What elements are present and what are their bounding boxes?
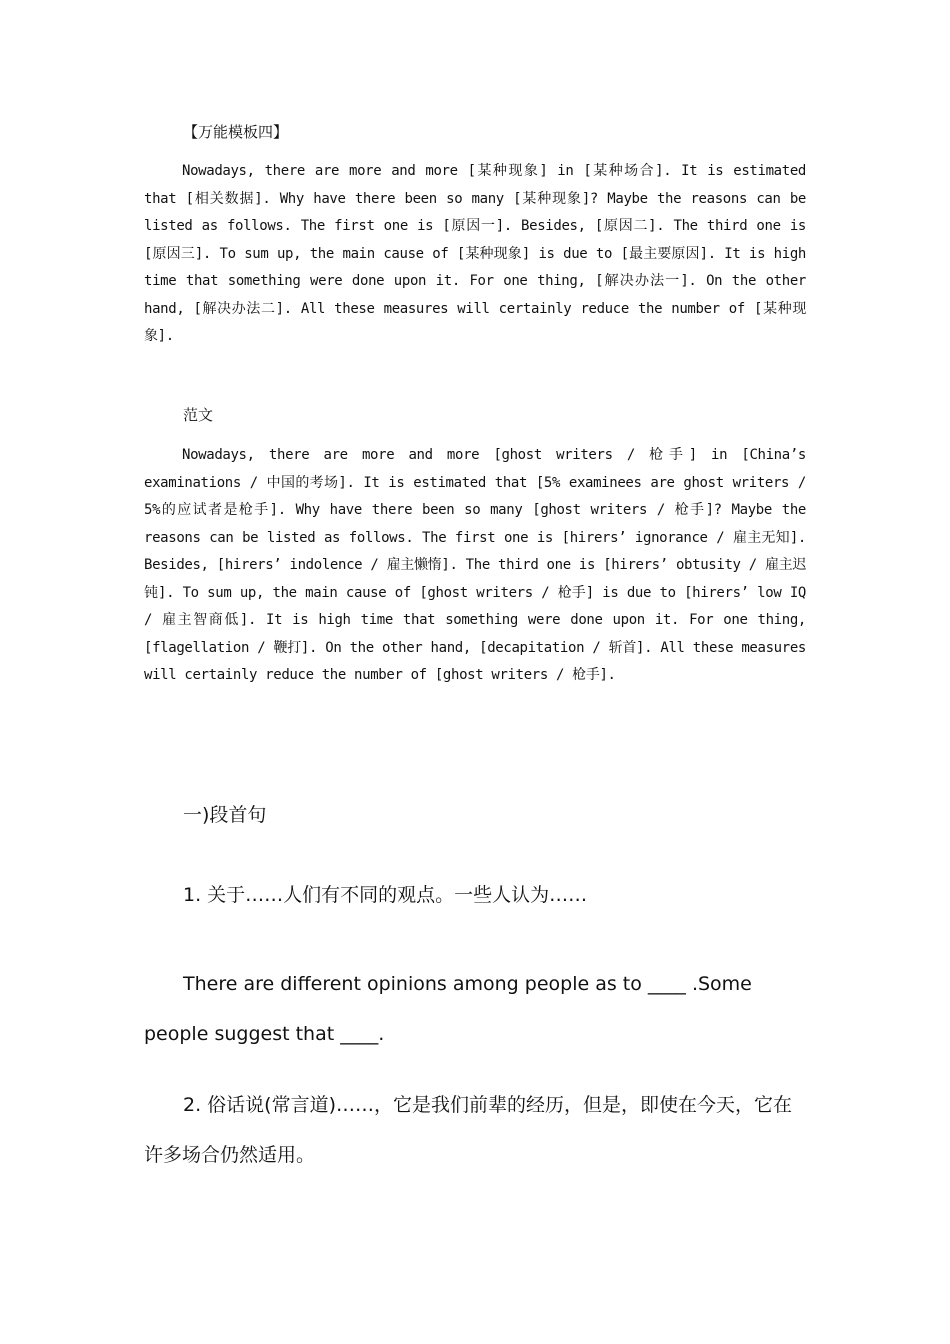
item-1-english: There are different opinions among people as to ____ .Some people suggest that ____. [144,973,752,1045]
item-1-chinese: 1. 关于……人们有不同的观点。一些人认为…… [183,884,588,906]
sample-essay-paragraph: Nowadays, there are more and more [ghost writers / 枪手] in [China’s examinations / 中国的考场]. It is estimated that [5% examinees are ghost writers / 5%的应试者是枪手]. Why have there been so many [ghost writers / 枪手]? Maybe the reasons can be listed as follows. The first one is [hirers’ ignorance / 雇主无知]. Besides, [hirers’ indolence / 雇主懒惰]. The third one is [hirers’ obtusity / 雇主迟钝]. To sum up, the main cause of [ghost writers / 枪手] is due to [hirers’ low IQ / 雇主智商低]. It is high time that something were done upon it. For one thing, [flagellation / 鞭打]. On the other hand, [decapitation / 斩首]. All these measures will certainly reduce the number of [ghost writers / 枪手]. [144,447,806,683]
template-paragraph: Nowadays, there are more and more [某种现象] in [某种场合]. It is estimated that [相关数据]. Why have there been so many [某种现象]? Maybe the reasons can be listed as follows. The first one is [原因一]. Besides, [原因二]. The third one is [原因三]. To sum up, the main cause of [某种现象] is due to [最主要原因]. It is high time that something were done upon it. For one thing, [解决办法一]. On the other hand, [解决办法二]. All these measures will certainly reduce the number of [某种现象]. [144,163,806,344]
sample-essay-heading: 范文 [183,406,214,424]
section-title: 一)段首句 [183,804,267,826]
template-heading: 【万能模板四】 [183,123,289,141]
item-2-chinese: 2. 俗话说(常言道)……，它是我们前辈的经历，但是，即使在今天，它在许多场合仍然适用。 [144,1094,792,1166]
